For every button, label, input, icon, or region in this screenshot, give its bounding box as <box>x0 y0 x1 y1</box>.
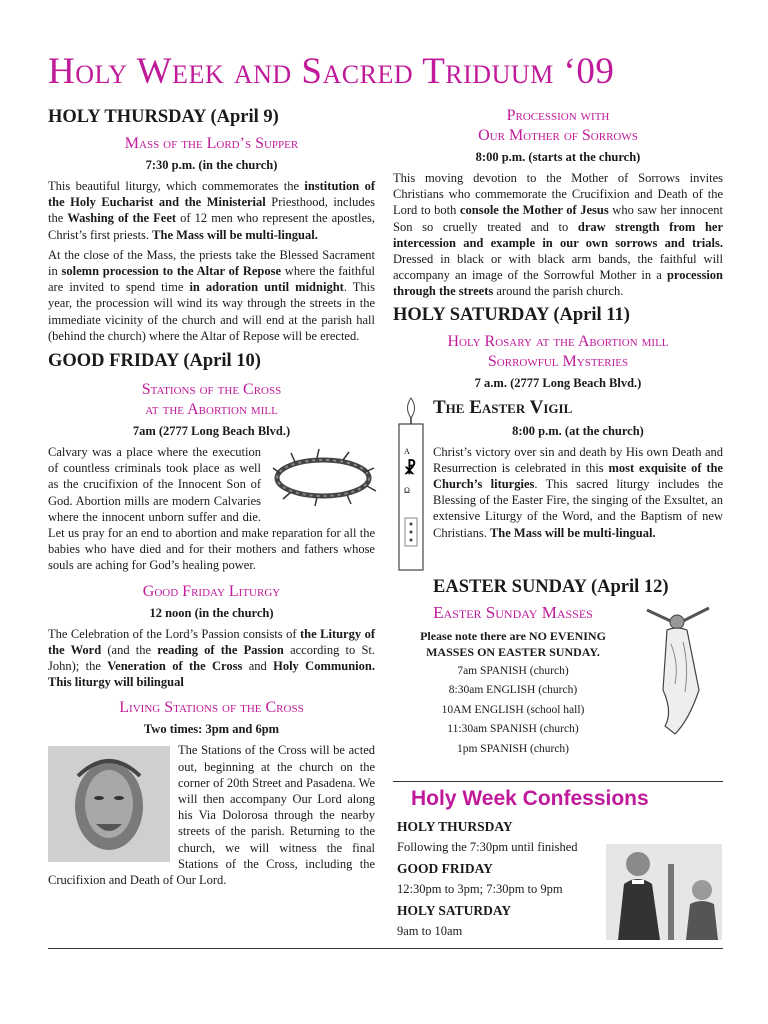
living-stations-title: Living Stations of the Cross <box>119 699 304 717</box>
mass-item: 10AM ENGLISH (school hall) <box>441 703 585 716</box>
rosary-title: Holy Rosary at the Abortion mill Sorrowful Mysteries <box>447 332 669 370</box>
mass-item: 11:30am SPANISH (church) <box>447 723 579 736</box>
easter-masses-title: Easter Sunday Masses <box>433 602 593 622</box>
procession-paragraph: This moving devotion to the Mother of Sorrows invites Christians who commemorate the Crucifixion and Death of the Lord to both console the Mother of Jesus who saw her innocent Son so cruelly treated and to draw strength from her intercession and example in our own sorrows and trials. Dressed in black or with black arm bands, the faithful will accompany an image of the Sorrowful Mother in a procession through the streets around the parish church. <box>393 171 723 299</box>
paschal-candle-image <box>393 396 429 574</box>
confession-thursday-label: HOLY THURSDAY <box>397 819 513 834</box>
liturgy-paragraph: The Celebration of the Lord’s Passion consists of the Liturgy of the Word (and the reading of the Passion according to St. John); the Veneration of the Cross and Holy Communion. This liturgy will bilingual <box>48 626 375 690</box>
confession-saturday-time: 9am to 10am <box>397 924 463 938</box>
face-of-christ-image <box>48 746 170 862</box>
living-stations-time: Two times: 3pm and 6pm <box>143 722 280 737</box>
stations-event-title: Stations of the Cross at the Abortion mill <box>141 381 282 419</box>
procession-title: Procession with Our Mother of Sorrows <box>478 107 638 144</box>
vigil-time: 8:00 p.m. (at the church) <box>512 423 644 438</box>
confession-friday-label: GOOD FRIDAY <box>397 861 493 876</box>
good-friday-heading: GOOD FRIDAY (April 10) <box>48 351 261 372</box>
omega-symbol: Ω <box>404 485 410 495</box>
thursday-paragraph-2: At the close of the Mass, the priests take the Blessed Sacrament in solemn procession to the Altar of Repose where the faithful are invited to spend time in adoration until midnight. This year, the procession will wind its way through the streets in the immediate vicinity of the church and will end at the parish hall (behind the church) where the Altar of Repose will be erected. <box>48 247 376 343</box>
confession-thursday-time: Following the 7:30pm until finished <box>397 840 578 854</box>
confessions-title: Holy Week Confessions <box>411 787 649 810</box>
thursday-event-title: Mass of the Lord’s Supper <box>124 135 299 152</box>
stations-block <box>48 444 375 574</box>
easter-sunday-heading: EASTER SUNDAY (April 12) <box>433 576 669 597</box>
right-column <box>393 106 723 759</box>
vigil-paragraph: Christ’s victory over sin and death by His own Death and Resurrection is celebrated in this most exquisite of the Church’s liturgies. This sacred liturgy includes the Blessing of the Easter Fire, the singing of the Exsultet, an extensive Liturgy of the Word, and the Baptism of new Christians. The Mass will be multi-lingual. <box>433 444 724 540</box>
thursday-time: 7:30 p.m. (in the church) <box>145 158 278 172</box>
thursday-paragraph-1: This beautiful liturgy, which commemorates the institution of the Holy Eucharist and the Ministerial Priesthood, includes the Washing of the Feet of 12 men who represent the apostles, Christ’s first priests. The Mass will be multi-lingual. <box>48 179 375 242</box>
mass-item: 1pm SPANISH (church) <box>456 742 570 755</box>
mass-item: 8:30am ENGLISH (church) <box>448 684 578 697</box>
section-divider <box>393 781 723 782</box>
stations-paragraph: Calvary was a place where the execution of countless criminals took place as well as the crucifixion of the Innocent Son of God. Abortion mills are modern Calvaries where the innocent unborn suffer and die. Let us pray for an end to abortion and make reparation for all the babies who have died and for their mothers and fathers whose souls are aching for God’s healing power. <box>48 445 375 573</box>
procession-time: 8:00 p.m. (starts at the church) <box>475 150 641 164</box>
priest-confession-image <box>606 844 722 940</box>
holy-saturday-heading: HOLY SATURDAY (April 11) <box>393 304 630 325</box>
chi-rho-symbol: ☧ <box>403 460 417 478</box>
alpha-symbol: A <box>404 446 410 456</box>
liturgy-time: 12 noon (in the church) <box>149 605 274 620</box>
living-stations-block <box>48 742 375 888</box>
page-bottom-rule <box>48 948 723 949</box>
left-column <box>48 106 375 892</box>
risen-christ-image <box>631 604 723 736</box>
crown-of-thorns-image <box>267 446 379 510</box>
no-evening-note: Please note there are NO EVENING MASSES ON EASTER SUNDAY. <box>420 628 606 659</box>
mass-item: 7am SPANISH (church) <box>457 664 569 677</box>
confession-saturday-label: HOLY SATURDAY <box>397 903 512 918</box>
rosary-time: 7 a.m. (2777 Long Beach Blvd.) <box>474 375 642 390</box>
confession-friday-time: 12:30pm to 3pm; 7:30pm to 9pm <box>397 882 563 896</box>
mass-schedule-list <box>393 662 633 760</box>
good-friday-liturgy-title: Good Friday Liturgy <box>142 582 281 600</box>
masses-block <box>393 602 723 760</box>
living-stations-paragraph: The Stations of the Cross will be acted out, beginning at the church on the corner of 20th Street and Pasadena. We will then accompany Our Lord along his Via Dolorosa through the nearby streets of the parish. Returning to the church, we will witness the final Stations of the Cross, including the Crucifixion and Death of Our Lord. <box>48 743 375 888</box>
vigil-block <box>393 396 723 574</box>
easter-vigil-title: The Easter Vigil <box>433 396 573 418</box>
holy-thursday-heading: HOLY THURSDAY (April 9) <box>48 107 279 127</box>
stations-time: 7am (2777 Long Beach Blvd.) <box>132 424 291 439</box>
page-title: Holy Week and Sacred Triduum ‘09 <box>48 51 615 92</box>
